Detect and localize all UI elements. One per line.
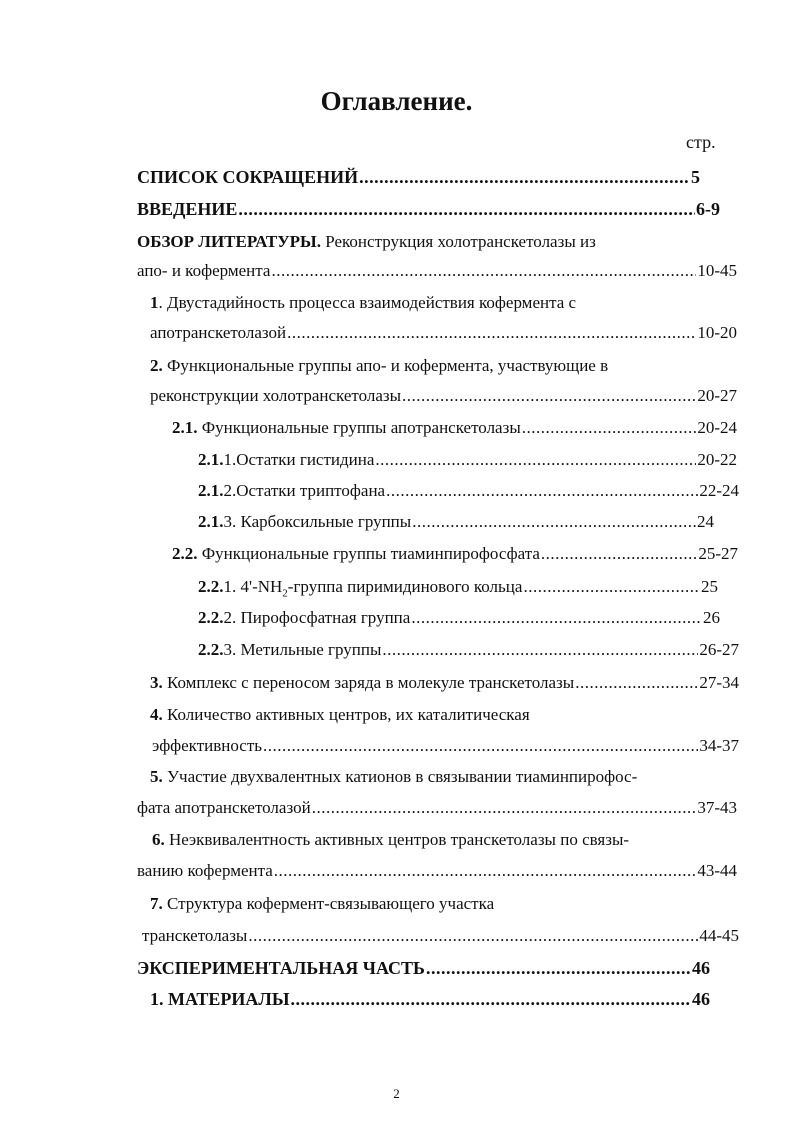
section-number: 2.2. (172, 544, 198, 563)
toc-entry-label-text: Функциональные группы апотранскетолазы (197, 418, 521, 437)
leader-dots (541, 543, 697, 565)
toc-entry-label-text: 1. 4'-NH (223, 577, 283, 596)
toc-entry-label (198, 607, 410, 629)
leader-dots (402, 385, 696, 407)
section-number: 7. (150, 894, 163, 913)
toc-entry-page: 10-45 (697, 261, 737, 280)
toc-entry-label: 1. МАТЕРИАЛЫ (150, 989, 290, 1009)
section-number: 2.1. (198, 512, 224, 531)
toc-entry-section-1-cont[interactable] (150, 322, 737, 344)
leader-dots (375, 449, 696, 471)
toc-entry-label (198, 449, 374, 471)
toc-entry-label: транскетолазы (142, 926, 248, 945)
toc-entry-section-7-cont[interactable] (142, 925, 739, 947)
toc-entry-page: 24 (697, 512, 714, 531)
toc-entry-section-4-cont[interactable] (152, 735, 739, 757)
section-number: 2.1. (198, 481, 224, 500)
toc-entry-section-2-1-2[interactable] (198, 480, 739, 502)
toc-entry-label: Функциональные группы апо- и кофермента, участвующие в (162, 356, 609, 375)
section-number: 2.2. (198, 640, 224, 659)
toc-entry-label-text: Комплекс с переносом заряда в молекуле транскетолазы (162, 673, 575, 692)
toc-entry-page: 44-45 (699, 926, 739, 945)
toc-entry-label: фата апотранскетолазой (137, 798, 311, 817)
toc-entry-label: Реконструкция холотранскетолазы из (321, 232, 596, 251)
toc-entry-section-3[interactable] (150, 672, 739, 694)
leader-dots (426, 957, 691, 979)
toc-entry-abbreviations[interactable] (137, 166, 700, 188)
leader-dots (287, 322, 696, 344)
page-column-label: стр. (686, 132, 716, 152)
toc-entry-page: 46 (692, 958, 710, 978)
leader-dots (263, 735, 698, 757)
leader-dots (522, 417, 697, 439)
toc-entry-label: Количество активных центров, их каталитическая (162, 705, 530, 724)
toc-entry-label: апо- и кофермента (137, 261, 271, 280)
toc-entry-label: ванию кофермента (137, 861, 273, 880)
leader-dots (359, 166, 690, 188)
toc-entry-experimental[interactable] (137, 957, 710, 979)
toc-entry-page: 34-37 (699, 736, 739, 755)
toc-entry-label: реконструкции холотранскетолазы (150, 386, 402, 405)
section-number: 2.1. (172, 418, 198, 437)
toc-entry-page: 25 (701, 577, 718, 596)
toc-entry-label-text: 2.Остатки триптофана (223, 481, 386, 500)
toc-entry-label: . Двустадийность процесса взаимодействия кофермента с (158, 293, 577, 312)
toc-entry-section-2-2-3[interactable] (198, 639, 739, 661)
section-number: 2.2. (198, 577, 224, 596)
section-number: 6. (152, 830, 165, 849)
toc-entry-label (172, 417, 521, 439)
toc-entry-label: Структура кофермент-связывающего участка (162, 894, 495, 913)
toc-entry-page: 5 (691, 167, 700, 187)
toc-entry-label-text: 1.Остатки гистидина (223, 450, 375, 469)
toc-entry-page: 46 (692, 989, 710, 1009)
toc-entry-label (198, 576, 522, 598)
page-number: 2 (393, 1086, 400, 1101)
toc-entry-label: ЭКСПЕРИМЕНТАЛЬНАЯ ЧАСТЬ (137, 958, 425, 978)
toc-entry-section-2-2-1[interactable] (198, 576, 718, 598)
toc-entry-page: 20-27 (697, 386, 737, 405)
toc-entry-label-text: -группа пиримидинового кольца (287, 577, 523, 596)
toc-entry-literature-review[interactable] (137, 231, 596, 253)
subscript: 2 (282, 587, 288, 598)
toc-entry-section-5[interactable] (150, 766, 637, 788)
section-number: 2.1. (198, 450, 224, 469)
toc-entry-section-7[interactable] (150, 893, 494, 915)
toc-entry-page: 27-34 (699, 673, 739, 692)
toc-entry-literature-review-cont[interactable] (137, 260, 737, 282)
toc-entry-label: эффективность (152, 736, 263, 755)
toc-entry-section-4[interactable] (150, 704, 530, 726)
toc-entry-page: 25-27 (698, 544, 738, 563)
toc-entry-label-bold: ОБЗОР ЛИТЕРАТУРЫ. (137, 232, 321, 251)
toc-entry-section-2-1-1[interactable] (198, 449, 737, 471)
toc-entry-label (198, 511, 411, 533)
toc-entry-page: 26-27 (699, 640, 739, 659)
leader-dots (386, 480, 698, 502)
toc-entry-label-text: 3. Карбоксильные группы (223, 512, 412, 531)
toc-entry-label (198, 480, 385, 502)
toc-entry-section-2-1-3[interactable] (198, 511, 714, 533)
leader-dots (248, 925, 698, 947)
toc-entry-label-text: 3. Метильные группы (223, 640, 382, 659)
toc-entry-section-2-cont[interactable] (150, 385, 737, 407)
toc-entry-label-text: Функциональные группы тиаминпирофосфата (197, 544, 540, 563)
section-number: 2. (150, 356, 163, 375)
leader-dots (411, 607, 702, 629)
page-title: Оглавление. (320, 86, 473, 116)
toc-entry-page: 26 (703, 608, 720, 627)
toc-entry-label: СПИСОК СОКРАЩЕНИЙ (137, 167, 359, 187)
toc-entry-materials[interactable] (150, 988, 710, 1010)
toc-entry-label (172, 543, 540, 565)
toc-entry-label: Участие двухвалентных катионов в связывании тиаминпирофос- (162, 767, 638, 786)
leader-dots (312, 797, 697, 819)
toc-entry-label-text: 2. Пирофосфатная группа (223, 608, 411, 627)
leader-dots (238, 198, 695, 220)
section-number: 2.2. (198, 608, 224, 627)
toc-entry-page: 37-43 (697, 798, 737, 817)
leader-dots (274, 860, 697, 882)
toc-entry-page: 22-24 (699, 481, 739, 500)
toc-entry-label: апотранскетолазой (150, 323, 287, 342)
toc-entry-section-1[interactable] (150, 292, 576, 314)
section-number: 3. (150, 673, 163, 692)
toc-entry-section-2[interactable] (150, 355, 608, 377)
toc-entry-section-2-2[interactable] (172, 543, 738, 565)
toc-entry-section-5-cont[interactable] (137, 797, 737, 819)
leader-dots (523, 576, 700, 598)
toc-entry-label: Неэквивалентность активных центров транскетолазы по связы- (164, 830, 630, 849)
toc-entry-page: 20-24 (697, 418, 737, 437)
toc-entry-page: 10-20 (697, 323, 737, 342)
toc-entry-label: ВВЕДЕНИЕ (137, 199, 238, 219)
toc-entry-page: 43-44 (697, 861, 737, 880)
toc-entry-section-6[interactable] (152, 829, 629, 851)
toc-entry-label (150, 672, 574, 694)
section-number: 4. (150, 705, 163, 724)
leader-dots (271, 260, 696, 282)
section-number: 1 (150, 293, 159, 312)
leader-dots (412, 511, 696, 533)
toc-entry-label (198, 639, 381, 661)
toc-entry-page: 20-22 (697, 450, 737, 469)
leader-dots (382, 639, 698, 661)
leader-dots (291, 988, 692, 1010)
leader-dots (575, 672, 698, 694)
toc-entry-page: 6-9 (696, 199, 720, 219)
toc-entry-section-6-cont[interactable] (137, 860, 737, 882)
toc-entry-introduction[interactable] (137, 198, 720, 220)
section-number: 5. (150, 767, 163, 786)
toc-entry-section-2-2-2[interactable] (198, 607, 720, 629)
toc-entry-section-2-1[interactable] (172, 417, 737, 439)
